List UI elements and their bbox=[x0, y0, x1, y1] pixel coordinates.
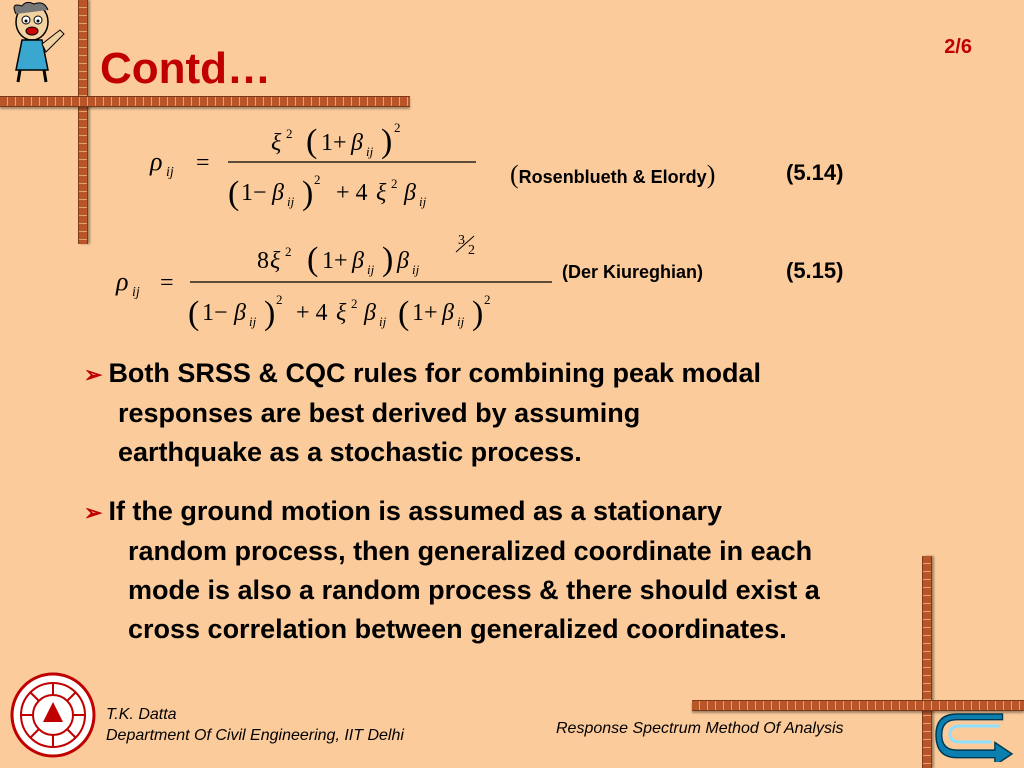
svg-text:ξ: ξ bbox=[376, 180, 387, 206]
svg-text:ρ: ρ bbox=[116, 267, 129, 296]
equation-5-14-label: (Rosenblueth & Elordy) bbox=[510, 160, 716, 189]
footer-author-block bbox=[106, 704, 404, 746]
bullet-2-rest: random process, then generalized coordinate in each mode is also a random process & there should exist a cross correlation between generalized coordinates. bbox=[128, 536, 820, 644]
svg-text:β: β bbox=[442, 300, 454, 326]
bullet-arrow-icon: ➢ bbox=[84, 362, 103, 387]
bullet-1-rest: responses are best derived by assuming earthquake as a stochastic process. bbox=[118, 398, 641, 467]
svg-text:): ) bbox=[381, 123, 393, 160]
svg-text:ij: ij bbox=[249, 314, 257, 329]
brick-divider-horizontal-bottom bbox=[692, 700, 1024, 711]
svg-text:=: = bbox=[160, 270, 174, 296]
svg-text:1−: 1− bbox=[241, 180, 267, 206]
brick-divider-horizontal-top bbox=[0, 96, 410, 107]
iit-delhi-seal-icon bbox=[10, 672, 96, 758]
svg-text:=: = bbox=[196, 150, 210, 176]
svg-text:+ 4: + 4 bbox=[296, 300, 328, 326]
svg-text:3: 3 bbox=[458, 233, 465, 248]
svg-text:ξ: ξ bbox=[271, 130, 282, 156]
page-number: 2/6 bbox=[944, 36, 972, 58]
equation-5-15 bbox=[112, 226, 562, 341]
brick-divider-vertical-top bbox=[78, 0, 88, 244]
equation-5-14-number: (5.14) bbox=[786, 160, 844, 185]
svg-text:ij: ij bbox=[132, 285, 140, 300]
equation-5-15-number: (5.15) bbox=[786, 258, 844, 283]
svg-text:2: 2 bbox=[276, 292, 283, 307]
svg-text:(: ( bbox=[398, 295, 410, 332]
footer-department: Department Of Civil Engineering, IIT Delhi bbox=[106, 727, 404, 744]
svg-text:ξ: ξ bbox=[336, 300, 347, 326]
svg-text:1+: 1+ bbox=[322, 248, 348, 274]
equation-5-14 bbox=[146, 112, 496, 227]
svg-text:2: 2 bbox=[314, 172, 321, 187]
svg-text:): ) bbox=[472, 295, 484, 332]
bullet-2-first-line: If the ground motion is assumed as a stationary bbox=[108, 496, 723, 526]
equation-5-15-label: (Der Kiureghian) bbox=[562, 262, 704, 282]
svg-text:(: ( bbox=[306, 123, 318, 160]
svg-text:ij: ij bbox=[412, 262, 420, 277]
svg-text:ij: ij bbox=[457, 314, 465, 329]
svg-text:ij: ij bbox=[379, 314, 387, 329]
svg-text:ξ: ξ bbox=[270, 248, 281, 274]
svg-text:2: 2 bbox=[468, 243, 475, 258]
bullet-item-1 bbox=[84, 354, 904, 472]
svg-text:β: β bbox=[272, 180, 284, 206]
svg-text:ij: ij bbox=[166, 165, 174, 180]
brick-divider-vertical-bottom bbox=[922, 556, 932, 768]
svg-text:(: ( bbox=[188, 295, 200, 332]
svg-text:2: 2 bbox=[285, 244, 292, 259]
svg-text:ij: ij bbox=[367, 262, 375, 277]
svg-text:1+: 1+ bbox=[412, 300, 438, 326]
svg-text:2: 2 bbox=[391, 176, 398, 191]
svg-text:(: ( bbox=[307, 241, 319, 278]
svg-text:β: β bbox=[397, 248, 409, 274]
svg-text:β: β bbox=[364, 300, 376, 326]
cartoon-professor-icon bbox=[2, 0, 72, 84]
svg-text:+ 4: + 4 bbox=[336, 180, 368, 206]
svg-text:β: β bbox=[351, 130, 363, 156]
svg-text:): ) bbox=[302, 175, 314, 212]
svg-text:8: 8 bbox=[257, 248, 269, 274]
svg-text:2: 2 bbox=[484, 292, 491, 307]
bullet-1-first-line: Both SRSS & CQC rules for combining peak modal bbox=[108, 358, 762, 388]
footer-author: T.K. Datta bbox=[106, 706, 177, 723]
footer-course-title: Response Spectrum Method Of Analysis bbox=[556, 720, 844, 737]
bullet-item-2 bbox=[84, 492, 904, 649]
svg-text:): ) bbox=[264, 295, 276, 332]
bullet-arrow-icon: ➢ bbox=[84, 500, 103, 525]
svg-text:1+: 1+ bbox=[321, 130, 347, 156]
svg-text:(: ( bbox=[228, 175, 240, 212]
svg-text:β: β bbox=[404, 180, 416, 206]
svg-text:ρ: ρ bbox=[150, 147, 163, 176]
svg-text:): ) bbox=[382, 241, 394, 278]
svg-text:β: β bbox=[234, 300, 246, 326]
return-arrow-icon[interactable] bbox=[934, 712, 1020, 762]
svg-text:2: 2 bbox=[351, 296, 358, 311]
svg-text:1−: 1− bbox=[202, 300, 228, 326]
svg-text:ij: ij bbox=[287, 194, 295, 209]
svg-text:2: 2 bbox=[286, 126, 293, 141]
svg-text:β: β bbox=[352, 248, 364, 274]
svg-text:2: 2 bbox=[394, 120, 401, 135]
svg-text:ij: ij bbox=[366, 144, 374, 159]
slide-title: Contd… bbox=[100, 44, 272, 93]
svg-text:ij: ij bbox=[419, 194, 427, 209]
